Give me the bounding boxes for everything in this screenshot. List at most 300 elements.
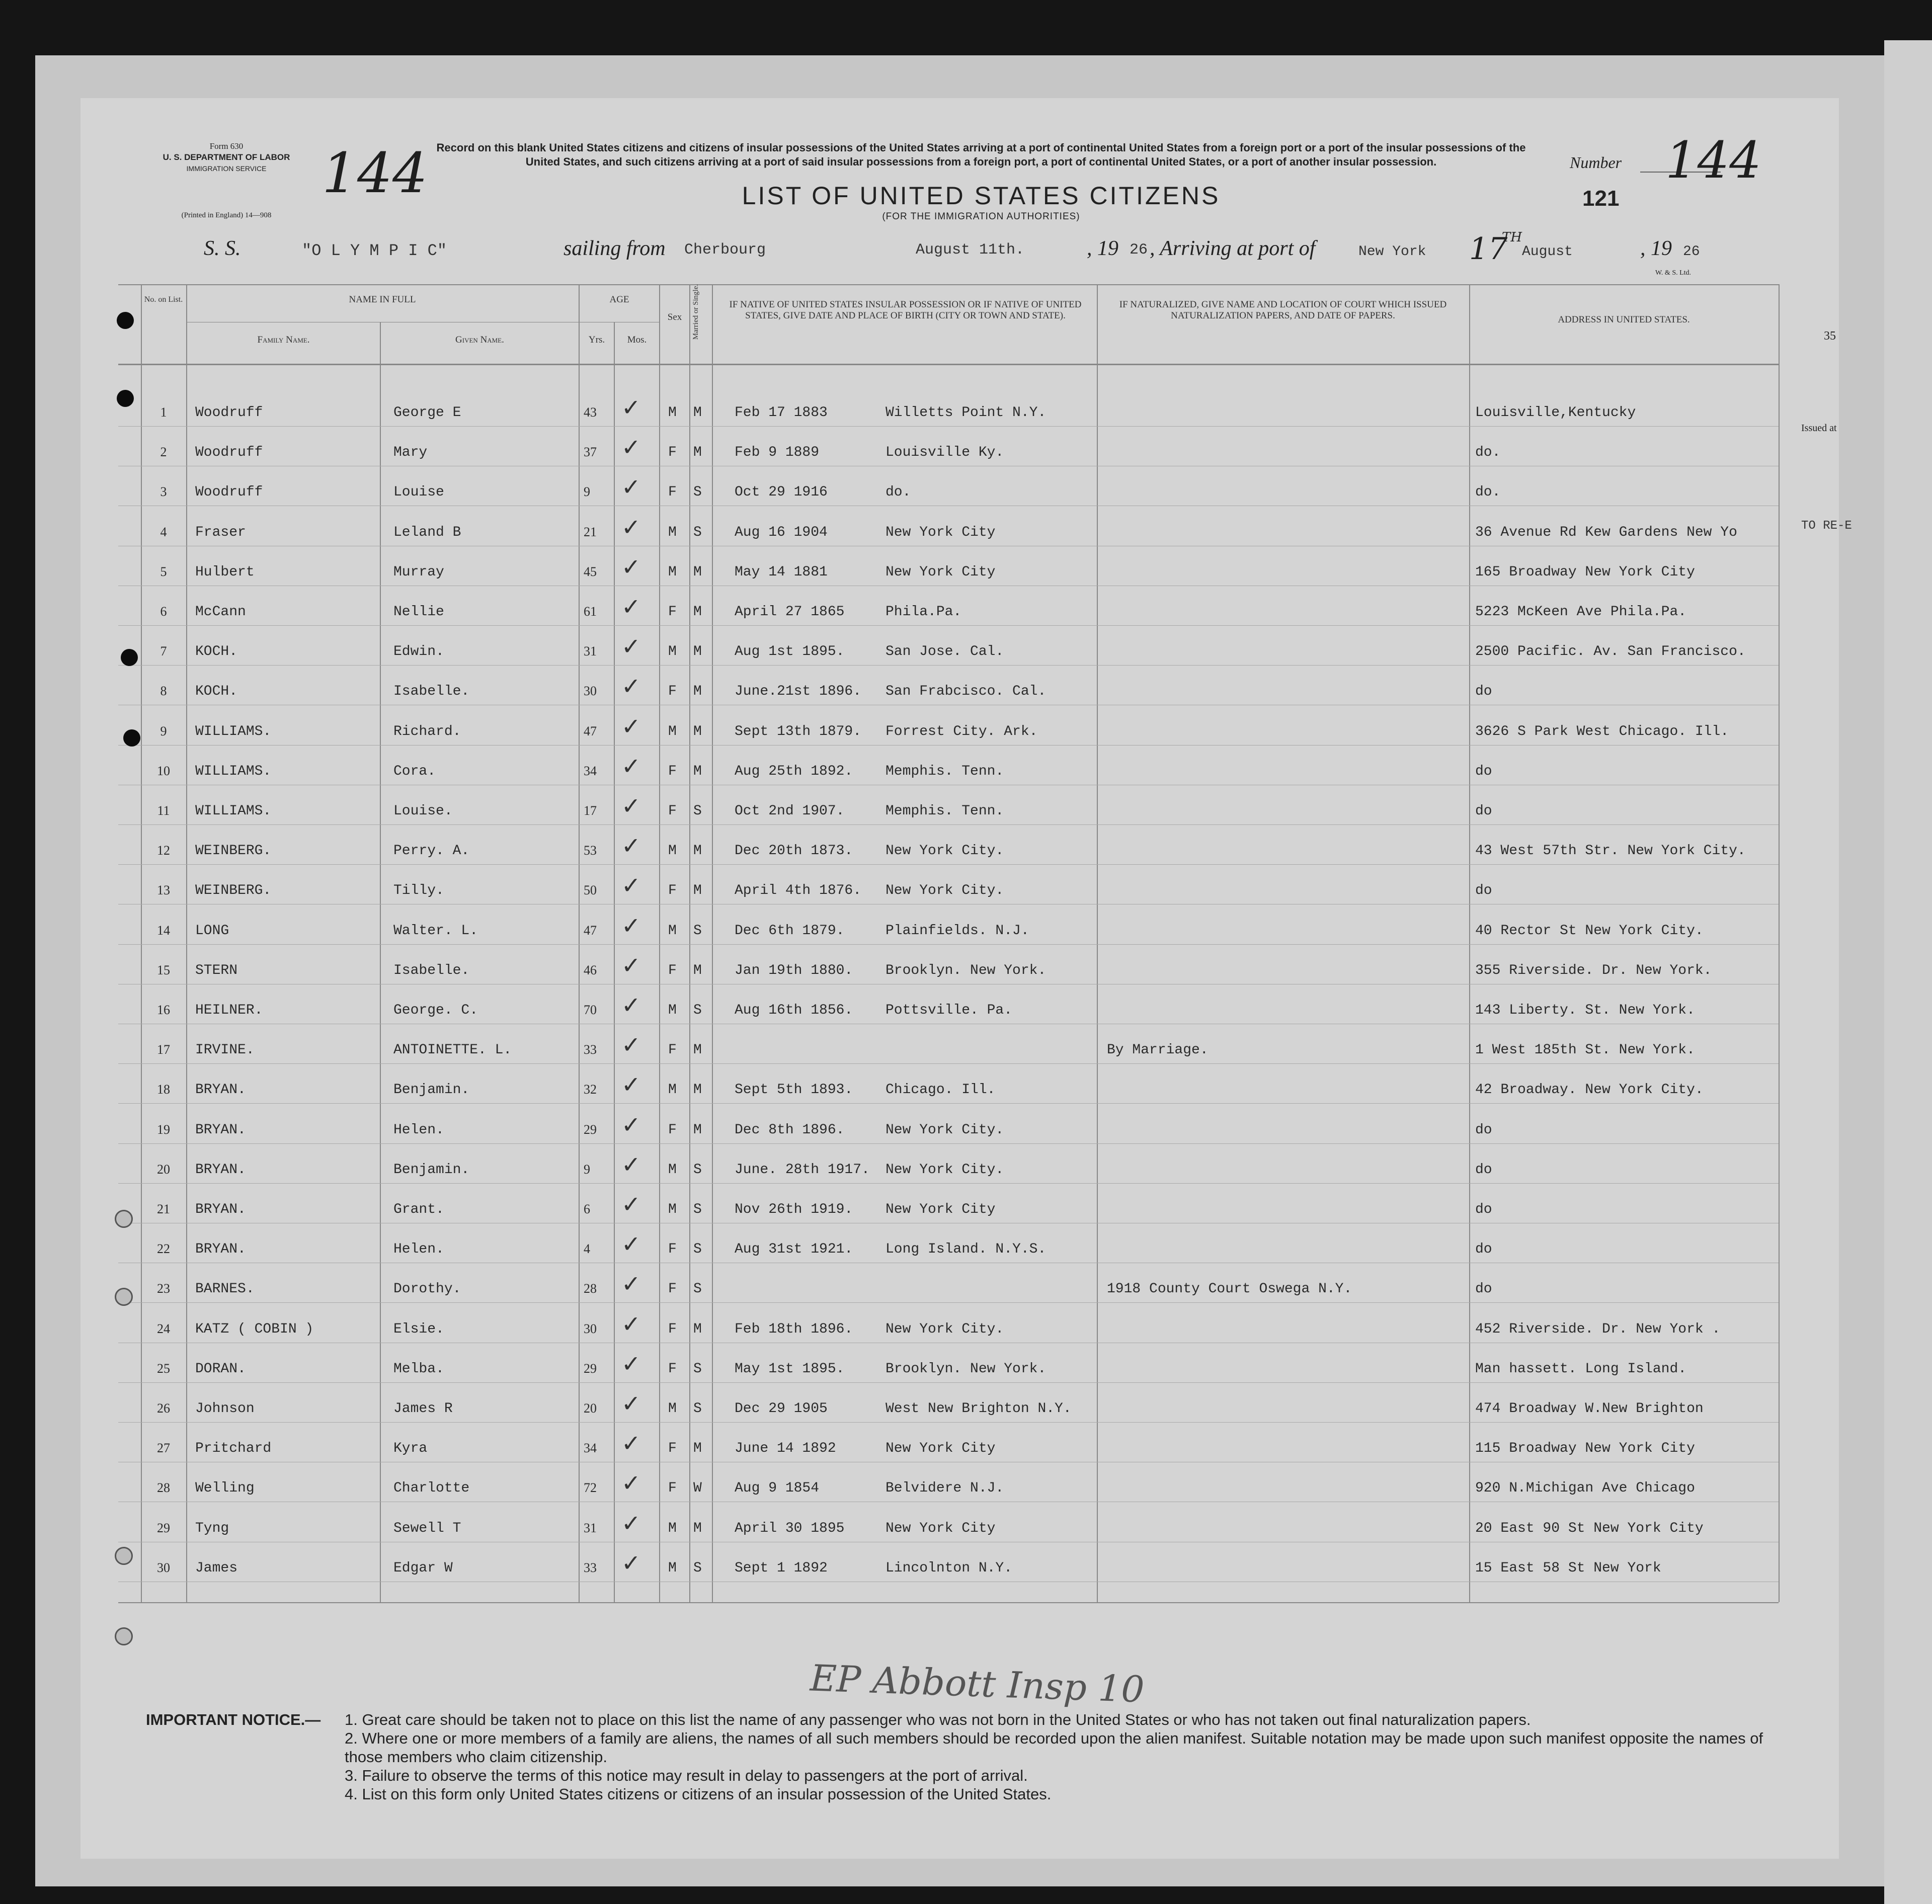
marital-status: M xyxy=(693,723,702,739)
family-name: Pritchard xyxy=(195,1441,272,1457)
marital-status: M xyxy=(693,405,702,421)
naturalization: 1918 County Court Oswega N.Y. xyxy=(1107,1281,1352,1297)
marital-status: M xyxy=(693,763,702,779)
marital-status: M xyxy=(693,1321,702,1337)
row-number: 25 xyxy=(157,1361,170,1376)
family-name: BRYAN. xyxy=(195,1082,246,1098)
birth-place: Brooklyn. New York. xyxy=(886,1361,1046,1377)
birth-place: Chicago. Ill. xyxy=(886,1082,996,1098)
birth-date: Dec 20th 1873. xyxy=(735,843,853,859)
birth-date: Sept 1 1892 xyxy=(735,1560,828,1576)
marital-status: S xyxy=(693,923,702,939)
birth-date: Feb 9 1889 xyxy=(735,445,820,461)
address: Man hassett. Long Island. xyxy=(1475,1361,1687,1377)
family-name: LONG xyxy=(195,923,229,939)
age-years: 31 xyxy=(584,644,597,659)
check-mark: ✓ xyxy=(621,912,641,939)
given-name: Elsie. xyxy=(393,1321,444,1337)
punch-hole-4 xyxy=(123,729,140,747)
ss-label: S. S. xyxy=(204,237,241,260)
row-rule xyxy=(118,1422,1779,1423)
check-mark: ✓ xyxy=(621,1270,641,1298)
arrival-month: August xyxy=(1522,244,1573,260)
address: do xyxy=(1475,1122,1492,1138)
sex: M xyxy=(668,723,677,739)
header-native: IF NATIVE OF UNITED STATES INSULAR POSSESSION OR IF NATIVE OF UNITED STATES, GIVE DATE AND PLACE OF BIRTH (CITY OR TOWN AND STATE). xyxy=(729,299,1082,321)
check-mark: ✓ xyxy=(621,394,641,421)
age-years: 4 xyxy=(584,1241,590,1257)
check-mark: ✓ xyxy=(621,553,641,581)
address: 43 West 57th Str. New York City. xyxy=(1475,843,1746,859)
marital-status: S xyxy=(693,1202,702,1217)
sex: M xyxy=(668,564,677,580)
row-rule xyxy=(118,1143,1779,1144)
family-name: James xyxy=(195,1560,238,1576)
given-name: Benjamin. xyxy=(393,1162,470,1178)
punch-hole-1 xyxy=(117,312,134,329)
given-name: Richard. xyxy=(393,723,461,739)
birth-date: Dec 6th 1879. xyxy=(735,923,845,939)
row-number: 27 xyxy=(157,1441,170,1456)
row-number: 15 xyxy=(157,962,170,977)
address: 40 Rector St New York City. xyxy=(1475,923,1704,939)
punch-hole-7 xyxy=(115,1547,133,1565)
sailing-label: sailing from xyxy=(564,237,666,260)
sex: F xyxy=(668,1321,677,1337)
sex: F xyxy=(668,1122,677,1138)
check-mark: ✓ xyxy=(621,1509,641,1537)
marital-status: M xyxy=(693,1042,702,1058)
birth-date: Feb 17 1883 xyxy=(735,405,828,421)
given-name: James R xyxy=(393,1401,453,1417)
check-mark: ✓ xyxy=(621,633,641,660)
birth-date: Nov 26th 1919. xyxy=(735,1202,853,1217)
sex: F xyxy=(668,604,677,620)
handwritten-list-number: 144 xyxy=(322,141,428,205)
family-name: Fraser xyxy=(195,524,246,540)
family-name: McCann xyxy=(195,604,246,620)
birth-date: Dec 8th 1896. xyxy=(735,1122,845,1138)
check-mark: ✓ xyxy=(621,1191,641,1218)
birth-date: Feb 18th 1896. xyxy=(735,1321,853,1337)
check-mark: ✓ xyxy=(621,593,641,620)
check-mark: ✓ xyxy=(621,1111,641,1138)
family-name: STERN xyxy=(195,962,238,978)
sex: M xyxy=(668,524,677,540)
sex: M xyxy=(668,843,677,859)
col-line-1 xyxy=(186,284,187,1602)
given-name: Helen. xyxy=(393,1122,444,1138)
form-dept: U. S. DEPARTMENT OF LABOR xyxy=(163,152,290,162)
check-mark: ✓ xyxy=(621,712,641,740)
birth-place: New York City. xyxy=(886,1321,1004,1337)
marital-status: M xyxy=(693,684,702,700)
marital-status: S xyxy=(693,1401,702,1417)
given-name: ANTOINETTE. L. xyxy=(393,1042,512,1058)
address: 1 West 185th St. New York. xyxy=(1475,1042,1695,1058)
birth-place: Memphis. Tenn. xyxy=(886,763,1004,779)
age-years: 28 xyxy=(584,1281,597,1296)
row-number: 1 xyxy=(160,405,167,420)
year-2: 26 xyxy=(1683,244,1700,260)
row-number: 17 xyxy=(157,1042,170,1057)
arrival-day: 17 xyxy=(1469,231,1508,267)
row-number: 5 xyxy=(160,564,167,579)
row-number: 12 xyxy=(157,843,170,858)
marital-status: M xyxy=(693,1082,702,1098)
given-name: Mary xyxy=(393,445,428,461)
birth-place: New York City xyxy=(886,564,996,580)
marital-status: M xyxy=(693,1441,702,1457)
birth-date: Aug 1st 1895. xyxy=(735,644,845,660)
birth-place: Brooklyn. New York. xyxy=(886,962,1046,978)
header-address: ADDRESS IN UNITED STATES. xyxy=(1558,314,1690,325)
family-name: DORAN. xyxy=(195,1361,246,1377)
sailing-date: August 11th. xyxy=(916,241,1025,259)
birth-place: Lincolnton N.Y. xyxy=(886,1560,1013,1576)
age-years: 72 xyxy=(584,1480,597,1496)
address: do. xyxy=(1475,484,1501,501)
birth-date: Oct 29 1916 xyxy=(735,484,828,501)
address: 2500 Pacific. Av. San Francisco. xyxy=(1475,644,1746,660)
notice-item-3: 3. Failure to observe the terms of this notice may result in delay to passengers at the port of arrival. xyxy=(345,1767,1028,1784)
address: do xyxy=(1475,1202,1492,1217)
check-mark: ✓ xyxy=(621,1350,641,1377)
address: 3626 S Park West Chicago. Ill. xyxy=(1475,723,1729,739)
birth-date: May 1st 1895. xyxy=(735,1361,845,1377)
family-name: WILLIAMS. xyxy=(195,803,272,819)
given-name: Helen. xyxy=(393,1241,444,1258)
sex: F xyxy=(668,1281,677,1297)
header-sex: Sex xyxy=(667,312,682,322)
age-years: 31 xyxy=(584,1520,597,1535)
row-number: 11 xyxy=(157,803,170,818)
notice-item-2: 2. Where one or more members of a family are aliens, the names of all such members should be recorded upon the alien manifest. Suitable notation may be made upon such manifest opposite the names of those members who claim citizenship. xyxy=(345,1729,1763,1766)
age-years: 53 xyxy=(584,843,597,858)
sex: F xyxy=(668,763,677,779)
check-mark: ✓ xyxy=(621,1469,641,1497)
marital-status: S xyxy=(693,524,702,540)
given-name: Tilly. xyxy=(393,883,444,899)
given-name: Perry. A. xyxy=(393,843,470,859)
year-prefix-2: , 19 xyxy=(1640,237,1672,260)
birth-place: New York City. xyxy=(886,1162,1004,1178)
given-name: Louise. xyxy=(393,803,453,819)
marital-status: M xyxy=(693,843,702,859)
margin-to-re: TO RE-E xyxy=(1801,519,1852,533)
family-name: Woodruff xyxy=(195,405,263,421)
punch-hole-3 xyxy=(121,649,138,666)
birth-date: Dec 29 1905 xyxy=(735,1401,828,1417)
birth-place: New York City xyxy=(886,1441,996,1457)
given-name: Grant. xyxy=(393,1202,444,1217)
given-name: Louise xyxy=(393,484,444,501)
address: 5223 McKeen Ave Phila.Pa. xyxy=(1475,604,1687,620)
col-line-0 xyxy=(141,284,142,1602)
family-name: WEINBERG. xyxy=(195,883,272,899)
row-number: 19 xyxy=(157,1122,170,1137)
age-years: 34 xyxy=(584,763,597,778)
sex: F xyxy=(668,883,677,899)
birth-place: Pottsville. Pa. xyxy=(886,1003,1013,1018)
page-subtitle: (FOR THE IMMIGRATION AUTHORITIES) xyxy=(882,211,1080,222)
check-mark: ✓ xyxy=(621,673,641,700)
age-years: 46 xyxy=(584,962,597,977)
row-number: 29 xyxy=(157,1520,170,1535)
given-name: Charlotte xyxy=(393,1480,470,1497)
birth-place: San Frabcisco. Cal. xyxy=(886,684,1046,700)
birth-date: Aug 31st 1921. xyxy=(735,1241,853,1258)
col-line-6 xyxy=(689,284,690,1602)
address: do xyxy=(1475,803,1492,819)
family-name: BRYAN. xyxy=(195,1241,246,1258)
birth-date: Jan 19th 1880. xyxy=(735,962,853,978)
sex: M xyxy=(668,1520,677,1536)
form-printed: (Printed in England) 14—908 xyxy=(181,211,272,219)
check-mark: ✓ xyxy=(621,473,641,501)
inspector-signature: EP Abbott Insp 10 xyxy=(809,1657,1145,1711)
birth-place: New York City xyxy=(886,1202,996,1217)
address: 36 Avenue Rd Kew Gardens New Yo xyxy=(1475,524,1737,540)
header-family-name: Family Name. xyxy=(257,335,310,345)
family-name: WEINBERG. xyxy=(195,843,272,859)
family-name: BRYAN. xyxy=(195,1122,246,1138)
birth-place: Willetts Point N.Y. xyxy=(886,405,1046,421)
col-line-5 xyxy=(659,284,660,1602)
row-rule xyxy=(118,665,1779,666)
col-line-2 xyxy=(380,322,381,1602)
birth-place: New York City. xyxy=(886,1122,1004,1138)
punch-hole-5 xyxy=(115,1210,133,1228)
sex: F xyxy=(668,803,677,819)
sex: M xyxy=(668,1003,677,1018)
age-years: 9 xyxy=(584,484,590,500)
family-name: KOCH. xyxy=(195,644,238,660)
check-mark: ✓ xyxy=(621,434,641,461)
family-name: Tyng xyxy=(195,1520,229,1536)
year-prefix-1: , 19 xyxy=(1087,237,1118,260)
marital-status: M xyxy=(693,883,702,899)
given-name: Benjamin. xyxy=(393,1082,470,1098)
age-years: 47 xyxy=(584,923,597,938)
row-number: 21 xyxy=(157,1202,170,1216)
address: do xyxy=(1475,1241,1492,1258)
sex: M xyxy=(668,1401,677,1417)
marital-status: M xyxy=(693,445,702,461)
given-name: Kyra xyxy=(393,1441,428,1457)
row-number: 16 xyxy=(157,1003,170,1017)
given-name: George. C. xyxy=(393,1003,478,1018)
margin-issued: Issued at xyxy=(1801,423,1837,434)
check-mark: ✓ xyxy=(621,1071,641,1099)
age-years: 33 xyxy=(584,1042,597,1057)
address: do xyxy=(1475,684,1492,700)
age-years: 6 xyxy=(584,1202,590,1216)
header-given-name: Given Name. xyxy=(455,335,504,345)
address: do xyxy=(1475,883,1492,899)
header-married: Married or Single. xyxy=(692,284,700,340)
arrival-port: New York xyxy=(1358,244,1426,260)
marital-status: S xyxy=(693,1162,702,1178)
family-name: Welling xyxy=(195,1480,255,1497)
row-number: 20 xyxy=(157,1162,170,1177)
marital-status: S xyxy=(693,1361,702,1377)
age-years: 47 xyxy=(584,723,597,738)
row-number: 7 xyxy=(160,644,167,659)
age-years: 43 xyxy=(584,405,597,420)
record-instructions: Record on this blank United States citizens and citizens of insular possessions of the United States arriving at a port of continental United States from a foreign port or a port of the insular possessions of the United States, and such citizens arriving at a port of said insular possessions from a foreign port, a port of continental United States, or a port of another insular possession. xyxy=(436,141,1526,168)
row-rule xyxy=(118,1382,1779,1383)
address: 20 East 90 St New York City xyxy=(1475,1520,1704,1536)
address: 474 Broadway W.New Brighton xyxy=(1475,1401,1704,1417)
address: 165 Broadway New York City xyxy=(1475,564,1695,580)
age-years: 33 xyxy=(584,1560,597,1575)
sex: F xyxy=(668,1480,677,1497)
check-mark: ✓ xyxy=(621,872,641,899)
given-name: Dorothy. xyxy=(393,1281,461,1297)
adjacent-page-edge xyxy=(1884,40,1932,1904)
col-line-7 xyxy=(712,284,713,1602)
given-name: George E xyxy=(393,405,461,421)
address: 115 Broadway New York City xyxy=(1475,1441,1695,1457)
family-name: BARNES. xyxy=(195,1281,255,1297)
marital-status: M xyxy=(693,604,702,620)
sex: F xyxy=(668,445,677,461)
birth-place: Long Island. N.Y.S. xyxy=(886,1241,1046,1258)
row-rule xyxy=(118,426,1779,427)
manifest-sheet xyxy=(80,98,1839,1859)
form-service: IMMIGRATION SERVICE xyxy=(186,164,267,173)
birth-place: Forrest City. Ark. xyxy=(886,723,1038,739)
address: Louisville,Kentucky xyxy=(1475,405,1636,421)
family-name: Woodruff xyxy=(195,484,263,501)
age-years: 20 xyxy=(584,1401,597,1416)
given-name: Edgar W xyxy=(393,1560,453,1576)
check-mark: ✓ xyxy=(621,951,641,979)
family-name: BRYAN. xyxy=(195,1202,246,1217)
birth-place: New York City. xyxy=(886,883,1004,899)
row-rule xyxy=(118,944,1779,945)
arriving-label: , Arriving at port of xyxy=(1150,237,1316,260)
notice-label: IMPORTANT NOTICE.— xyxy=(146,1711,321,1728)
address: 452 Riverside. Dr. New York . xyxy=(1475,1321,1721,1337)
table-top-rule xyxy=(118,284,1779,285)
check-mark: ✓ xyxy=(621,1031,641,1059)
given-name: Isabelle. xyxy=(393,962,470,978)
family-name: Johnson xyxy=(195,1401,255,1417)
row-number: 26 xyxy=(157,1401,170,1416)
birth-date: April 27 1865 xyxy=(735,604,845,620)
given-name: Leland B xyxy=(393,524,461,540)
sex: F xyxy=(668,962,677,978)
row-number: 9 xyxy=(160,723,167,738)
marital-status: M xyxy=(693,564,702,580)
check-mark: ✓ xyxy=(621,1230,641,1258)
birth-date: Aug 9 1854 xyxy=(735,1480,820,1497)
marital-status: S xyxy=(693,1003,702,1018)
row-number: 14 xyxy=(157,923,170,938)
col-line-3 xyxy=(579,284,580,1602)
row-rule xyxy=(118,1302,1779,1303)
family-name: Hulbert xyxy=(195,564,255,580)
birth-date: Aug 16th 1856. xyxy=(735,1003,853,1018)
birth-place: New York City. xyxy=(886,843,1004,859)
family-name: HEILNER. xyxy=(195,1003,263,1018)
check-mark: ✓ xyxy=(621,792,641,819)
marital-status: S xyxy=(693,1241,702,1258)
family-name: Woodruff xyxy=(195,445,263,461)
row-rule xyxy=(118,1063,1779,1064)
age-years: 34 xyxy=(584,1441,597,1456)
sex: F xyxy=(668,1042,677,1058)
year-1: 26 xyxy=(1130,241,1148,259)
age-years: 30 xyxy=(584,1321,597,1336)
birth-place: Belvidere N.J. xyxy=(886,1480,1004,1497)
age-years: 17 xyxy=(584,803,597,818)
birth-place: New York City xyxy=(886,524,996,540)
family-name: BRYAN. xyxy=(195,1162,246,1178)
birth-place: San Jose. Cal. xyxy=(886,644,1004,660)
birth-place: Memphis. Tenn. xyxy=(886,803,1004,819)
header-name-in-full: NAME IN FULL xyxy=(349,294,416,305)
check-mark: ✓ xyxy=(621,1390,641,1417)
address: 42 Broadway. New York City. xyxy=(1475,1082,1704,1098)
given-name: Nellie xyxy=(393,604,444,620)
age-years: 37 xyxy=(584,445,597,460)
given-name: Melba. xyxy=(393,1361,444,1377)
row-number: 22 xyxy=(157,1241,170,1257)
birth-date: June. 28th 1917. xyxy=(735,1162,870,1178)
table-bottom-rule xyxy=(118,1602,1779,1603)
sailing-from: Cherbourg xyxy=(684,241,766,259)
check-mark: ✓ xyxy=(621,1549,641,1577)
header-age: AGE xyxy=(609,294,629,305)
family-name: KOCH. xyxy=(195,684,238,700)
family-name: WILLIAMS. xyxy=(195,763,272,779)
naturalization: By Marriage. xyxy=(1107,1042,1209,1058)
number-label: Number xyxy=(1570,153,1622,172)
notice-items xyxy=(345,1710,1804,1803)
row-number: 10 xyxy=(157,763,170,778)
age-years: 61 xyxy=(584,604,597,619)
row-rule xyxy=(118,625,1779,626)
row-number: 6 xyxy=(160,604,167,619)
sex: M xyxy=(668,1082,677,1098)
punch-hole-8 xyxy=(115,1627,133,1645)
row-number: 30 xyxy=(157,1560,170,1575)
age-years: 21 xyxy=(584,524,597,539)
birth-date: Aug 25th 1892. xyxy=(735,763,853,779)
age-years: 32 xyxy=(584,1082,597,1097)
notice-item-1: 1. Great care should be taken not to place on this list the name of any passenger who was not born in the United States or who has not taken out final naturalization papers. xyxy=(345,1711,1531,1728)
arrival-day-suffix: TH xyxy=(1502,230,1522,245)
header-yrs: Yrs. xyxy=(588,335,605,345)
address: do. xyxy=(1475,445,1501,461)
margin-35: 35 xyxy=(1824,329,1836,343)
birth-place: Louisville Ky. xyxy=(886,445,1004,461)
birth-date: Sept 5th 1893. xyxy=(735,1082,853,1098)
given-name: Sewell T xyxy=(393,1520,461,1536)
header-bottom-rule xyxy=(118,364,1779,365)
col-line-9 xyxy=(1469,284,1470,1602)
sex: F xyxy=(668,1241,677,1258)
birth-date: June.21st 1896. xyxy=(735,684,862,700)
row-rule xyxy=(118,824,1779,825)
sex: M xyxy=(668,1202,677,1217)
marital-status: M xyxy=(693,1122,702,1138)
birth-place: Plainfields. N.J. xyxy=(886,923,1029,939)
col-line-10 xyxy=(1779,284,1780,1602)
